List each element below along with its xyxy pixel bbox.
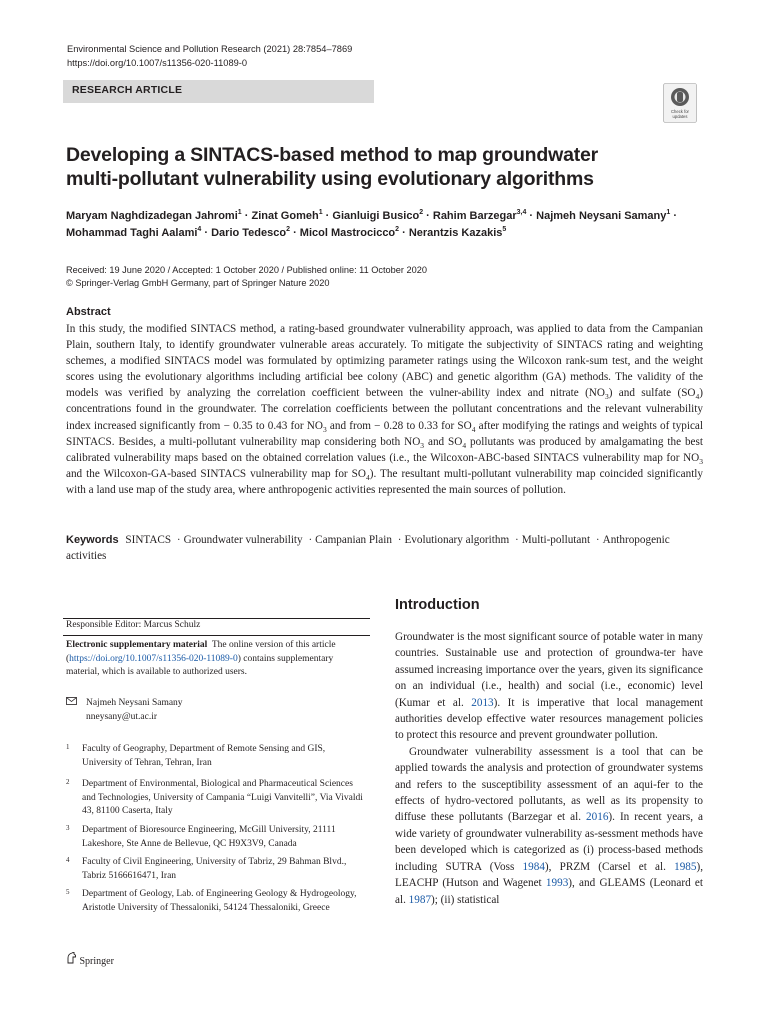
keyword-item: Multi-pollutant bbox=[521, 534, 591, 546]
author-name[interactable]: Rahim Barzegar bbox=[432, 210, 517, 222]
author-name[interactable]: Gianluigi Busico bbox=[332, 210, 420, 222]
article-type-label: RESEARCH ARTICLE bbox=[72, 84, 183, 96]
journal-citation: Environmental Science and Pollution Research (2021) 28:7854–7869 bbox=[67, 44, 353, 54]
badge-text-2: updates bbox=[672, 114, 688, 119]
check-updates-icon bbox=[663, 83, 697, 123]
keyword-item: Groundwater vulnerability bbox=[183, 534, 303, 546]
abstract-heading: Abstract bbox=[66, 306, 111, 318]
author-affiliation: 5 bbox=[502, 226, 507, 233]
check-for-updates-badge[interactable] bbox=[663, 83, 697, 123]
author-affiliation: 1 bbox=[666, 209, 671, 216]
supplementary-note: Electronic supplementary material The online version of this article (https://doi.org/10.1007/s11356-020-11089-0) contains supplementary material, which is available to authorized users. bbox=[66, 640, 336, 677]
affiliation: 4 Faculty of Civil Engineering, University of Tabriz, 29 Bahman Blvd., Tabriz 5166616471, Iran bbox=[66, 856, 347, 881]
citation-link[interactable]: 1985 bbox=[674, 860, 697, 873]
keyword-item: Evolutionary algorithm bbox=[404, 534, 510, 546]
keyword-item: Campanian Plain bbox=[315, 534, 392, 546]
corresponding-name: Najmeh Neysani Samany bbox=[86, 698, 183, 708]
citation-link[interactable]: 1984 bbox=[522, 860, 545, 873]
article-type-band bbox=[63, 80, 374, 103]
citation-link[interactable]: 1993 bbox=[545, 877, 569, 890]
footnote-rule bbox=[63, 618, 370, 619]
keywords: Keywords SINTACS · Groundwater vulnerability · Campanian Plain · Evolutionary algorithm · Multi-pollutant · Anthropogenic activities bbox=[66, 534, 670, 562]
publication-dates bbox=[66, 264, 427, 290]
author-name[interactable]: Dario Tedesco bbox=[211, 227, 287, 239]
corresponding-author bbox=[66, 696, 183, 724]
badge-text-1: Check for bbox=[671, 109, 689, 114]
springer-horse-icon bbox=[66, 956, 80, 967]
dates-line: Received: 19 June 2020 / Accepted: 1 October 2020 / Published online: 11 October 2020 bbox=[66, 265, 427, 275]
author-name[interactable]: Micol Mastrocicco bbox=[299, 227, 396, 239]
publisher-name: Springer bbox=[79, 956, 114, 967]
copyright-line: © Springer-Verlag GmbH Germany, part of Springer Nature 2020 bbox=[66, 278, 330, 288]
affiliation: 2 Department of Environmental, Biological and Pharmaceutical Sciences and Technologies, University of Campania “Luigi Vanvitelli”, Via Vivaldi 43, 81100 Caserta, Italy bbox=[66, 778, 363, 816]
introduction-heading: Introduction bbox=[395, 597, 480, 613]
intro-paragraph: Groundwater is the most significant source of potable water in many countries. Sustainable use and protection of groundwa-ter have assumed increasing importance over the years, given its significance on an individual (i.e., health) and social (i.e., economic) level (Kumar et al. 2013). It is imperative that local management authorities develop effective water resources management policies to protect this resource and prevent groundwater pollution. bbox=[395, 631, 703, 742]
author-affiliation: 1 bbox=[318, 209, 323, 216]
author-list: Maryam Naghdizadegan Jahromi$^1$ · Zinat Gomeh$^1$ · Gianluigi Busico$^2$ · Rahim Barzegar$^{3,4}$ · Najmeh Neysani Samany$^1$ · Mohammad Taghi Aalami$^4$ · Dario Tedesco$^2$ · Micol Mastrocicco$^2$ · Nerantzis Kazakis$^5$ bbox=[66, 209, 678, 239]
abstract-text: In this study, the modified SINTACS method, a rating-based groundwater vulnerability approach, was applied to data from the Campanian Plain, southern Italy, to identify groundwater vulnerable areas accurately. To mitigate the subjectivity of SINTACS rating and weighting schemes, a modified SINTACS model was formulated by optimizing parameter ratings using the Wilcoxon rank-sum test, and the weight scores using the evolutionary algorithms including artificial bee colony (ABC) and genetic algorithm (GA) methods. The validity of the models was verified by analyzing the correlation coefficient between the vulner-ability index and nitrate $(NO_3)$ and sulfate $(SO_4)$ concentrations found in the groundwater. The correlation coefficients between the pollutant concentrations and the relevant vulnerability index increased significantly from − 0.35 to 0.43 for $NO_3$ and from − 0.28 to 0.33 for $SO_4$ after modifying the ratings and weights of typical SINTACS. Besides, a multi-pollutant vulnerability map considering both $NO_3$ and $SO_4$ pollutants was produced by amalgamating the best calibrated vulnerability maps based on the obtained correlation values (i.e., the Wilcoxon-ABC-based SINTACS vulnerability map for $NO_3$ and the Wilcoxon-GA-based SINTACS vulnerability map for $SO_4$). The resultant multi-pollutant vulnerability map coincided significantly with a land use map of the study area, where anthropogenic activities represented the main sources of pollution. bbox=[66, 323, 704, 496]
esm-label: Electronic supplementary material bbox=[66, 640, 208, 650]
author-affiliation: 2 bbox=[395, 226, 400, 233]
author-name[interactable]: Nerantzis Kazakis bbox=[408, 227, 503, 239]
author-affiliation: 4 bbox=[197, 226, 202, 233]
affiliation: 5 Department of Geology, Lab. of Engineering Geology & Hydrogeology, Aristotle University of Thessaloniki, 54124 Thessaloniki, Greece bbox=[66, 888, 357, 913]
author-name[interactable]: Zinat Gomeh bbox=[251, 210, 319, 222]
corresponding-email[interactable]: nneysany@ut.ac.ir bbox=[86, 712, 158, 722]
intro-paragraph: Groundwater vulnerability assessment is a tool that can be applied towards the analysis and protection of groundwater systems and refers to the susceptibility assessment of an aqui-fer to the effects of hydro-vectored pollutants, as well as its propensity to diffuse these pollutants (Barzegar et al. 2016). In recent years, a wide variety of groundwater vulnerability as-sessment methods have been developed which is categorized as (i) process-based methods including SUTRA (Voss 1984), PRZM (Carsel et al. 1985), LEACHP (Hutson and Wagenet 1993), and GLEAMS (Leonard et al. 1987); (ii) statistical bbox=[395, 745, 703, 906]
title-line-2: multi-pollutant vulnerability using evolutionary algorithms bbox=[66, 168, 594, 190]
citation-link[interactable]: 1987 bbox=[408, 893, 432, 906]
author-name[interactable]: Maryam Naghdizadegan Jahromi bbox=[66, 210, 238, 222]
footnote-rule bbox=[63, 635, 370, 636]
author-name[interactable]: Mohammad Taghi Aalami bbox=[66, 227, 198, 239]
keyword-item: Anthropogenic activities bbox=[66, 534, 670, 562]
envelope-icon bbox=[66, 696, 86, 710]
citation-link[interactable]: 2013 bbox=[471, 696, 494, 709]
keywords-label: Keywords bbox=[66, 534, 119, 546]
keyword-item: SINTACS bbox=[125, 534, 172, 546]
responsible-editor: Responsible Editor: Marcus Schulz bbox=[66, 620, 201, 630]
citation-link[interactable]: 2016 bbox=[586, 811, 609, 824]
affiliation: 1 Faculty of Geography, Department of Remote Sensing and GIS, University of Tehran, Tehran, Iran bbox=[66, 743, 326, 768]
doi-link[interactable]: https://doi.org/10.1007/s11356-020-11089-0 bbox=[67, 58, 248, 68]
author-affiliation: 3,4 bbox=[516, 209, 527, 216]
introduction-text bbox=[395, 629, 703, 908]
affiliation: 3 Department of Bioresource Engineering, McGill University, 21111 Lakeshore, Ste Anne de Bellevue, QC H9X3V9, Canada bbox=[66, 824, 336, 849]
author-affiliation: 2 bbox=[419, 209, 424, 216]
title-line-1: Developing a SINTACS-based method to map groundwater bbox=[66, 144, 599, 166]
author-affiliation: 1 bbox=[237, 209, 242, 216]
journal-header bbox=[67, 42, 352, 70]
author-name[interactable]: Najmeh Neysani Samany bbox=[536, 210, 667, 222]
esm-link[interactable]: https://doi.org/10.1007/s11356-020-11089-0 bbox=[69, 653, 238, 664]
author-affiliation: 2 bbox=[286, 226, 291, 233]
publisher-footer bbox=[66, 952, 114, 967]
article-title bbox=[66, 143, 626, 191]
